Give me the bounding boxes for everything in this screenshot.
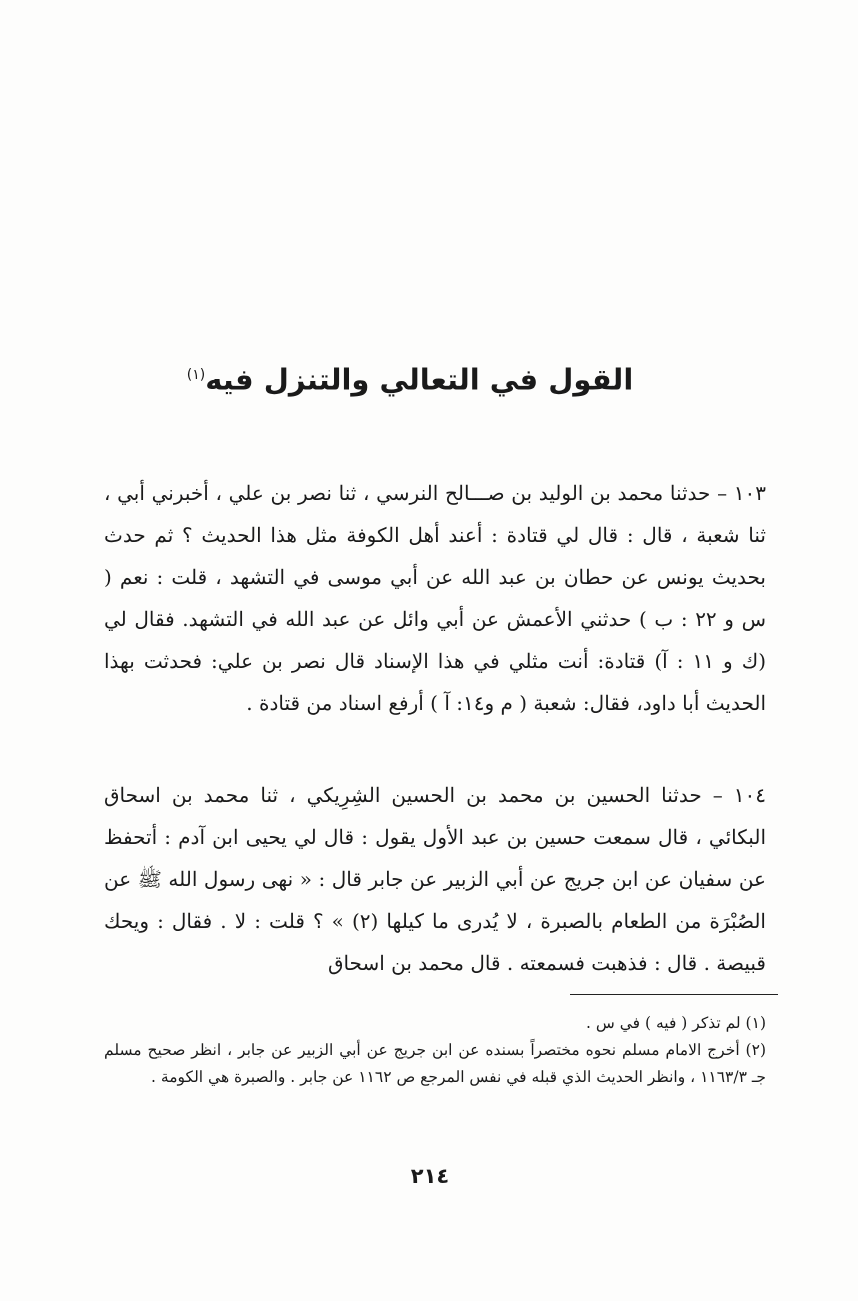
chapter-title-text: القول في التعالي والتنزل فيه: [205, 363, 634, 398]
footnotes: [104, 1010, 766, 1091]
hadith-104: [104, 774, 766, 984]
chapter-title: [150, 353, 670, 402]
hadith-104-text: ١٠٤ – حدثنا الحسين بن محمد بن الحسين الشِرِيكي ، ثنا محمد بن اسحاق البكائي ، قال سمعت حسين بن عبد الأول يقول : قال لي يحيى ابن آدم : أتحفظ عن سفيان عن ابن جريج عن أبي الزبير عن جابر قال : « نهى رسول الله ﷺ عن الصُبْرَة من الطعام بالصبرة ، لا يُدرى ما كيلها (٢) » ؟ قلت : لا . فقال : ويحك قبيصة . قال : فذهبت فسمعته . قال محمد بن اسحاق: [104, 783, 766, 975]
chapter-title-footnote-ref: (١): [186, 367, 206, 384]
hadith-103-text: ١٠٣ – حدثنا محمد بن الوليد بن صـــالح النرسي ، ثنا نصر بن علي ، أخبرني أبي ، ثنا شعبة ، قال : قال لي قتادة : أعند أهل الكوفة مثل هذا الحديث ؟ ثم حدث بحديث يونس عن حطان بن عبد الله عن أبي موسى في التشهد ، قلت : نعم ( س و ٢٢ : ب ) حدثني الأعمش عن أبي وائل عن عبد الله في التشهد. فقال لي (ك و ١١ : آ) قتادة: أنت مثلي في هذا الإسناد قال نصر بن علي: فحدثت بهذا الحديث أبا داود، فقال: شعبة ( م و١٤: آ ) أرفع اسناد من قتادة .: [104, 481, 766, 715]
hadith-103: [104, 472, 766, 724]
footnote-1: (١) لم تذكر ( فيه ) في س .: [586, 1014, 766, 1032]
footnote-divider: [570, 994, 778, 995]
page-number: ٢١٤: [410, 1164, 450, 1188]
footnote-2: (٢) أخرج الامام مسلم نحوه مختصراً بسنده عن ابن جريج عن أبي الزبير عن جابر ، انظر صحيح مسلم جـ ١١٦٣/٣ ، وانظر الحديث الذي قبله في نفس المرجع ص ١١٦٢ عن جابر . والصبرة هي الكومة .: [104, 1041, 766, 1086]
